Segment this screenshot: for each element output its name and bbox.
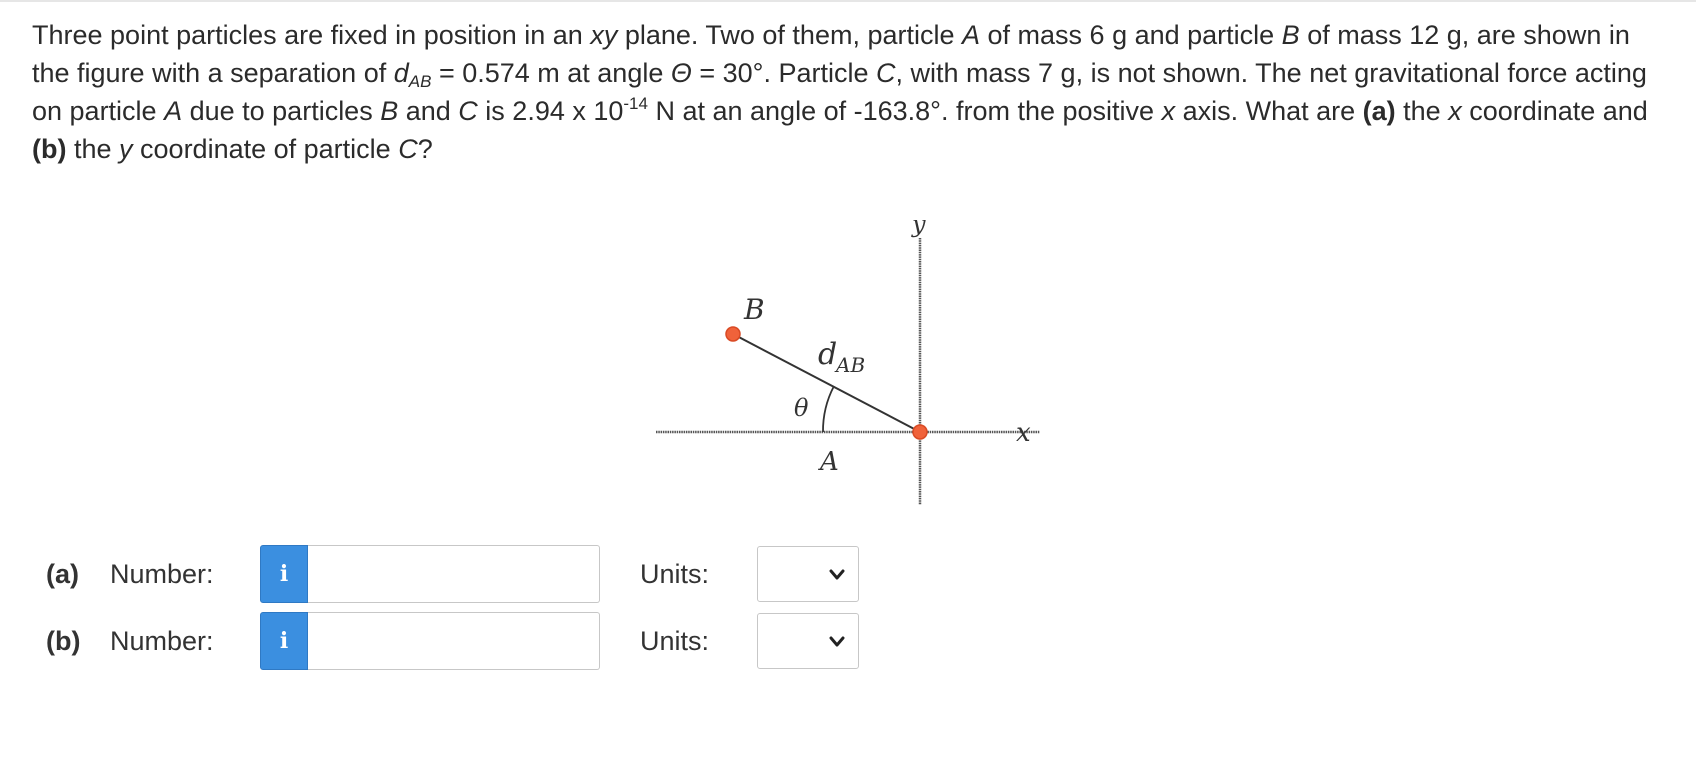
angle-arc <box>823 386 834 432</box>
part-label-a: (a) <box>46 558 79 589</box>
info-icon[interactable]: i <box>260 545 308 603</box>
label-d: d <box>818 337 838 372</box>
particle-b <box>726 327 740 341</box>
label-theta: θ <box>794 394 809 422</box>
units-label-a: Units: <box>640 558 710 589</box>
label-b: B <box>744 293 765 326</box>
label-x: x <box>1016 418 1031 448</box>
answer-row-b <box>46 612 859 670</box>
number-input-a[interactable] <box>308 545 600 603</box>
number-label-b: Number: <box>110 625 214 656</box>
particle-a <box>913 425 927 439</box>
answer-row-a <box>46 545 859 603</box>
question-text: Three point particles are fixed in position in an xy plane. Two of them, particle A of mass 6 g and particle B of mass 12 g, are shown in the figure with a separation of $d_{AB} = 0.574$ m at angle Θ = 30°. Particle C, with mass 7 g, is not shown. The net gravitational force acting on particle A due to particles B and C is 2.94 x $10^{-14}$ N at an angle of -163.8°. from the positive x axis. What are (a) the x coordinate and (b) the y coordinate of particle C? <box>32 20 1648 164</box>
label-a: A <box>820 447 839 477</box>
info-icon[interactable]: i <box>260 612 308 670</box>
units-label-b: Units: <box>640 625 710 656</box>
units-select-b[interactable] <box>757 613 859 669</box>
units-select-a[interactable] <box>757 546 859 602</box>
chevron-down-icon <box>828 565 846 585</box>
label-y: y <box>912 220 926 238</box>
figure-svg <box>640 220 1060 560</box>
label-d-sub: AB <box>836 353 866 377</box>
chevron-down-icon <box>828 632 846 652</box>
number-input-b[interactable] <box>308 612 600 670</box>
part-label-b: (b) <box>46 625 81 656</box>
top-divider <box>0 0 1696 2</box>
particle-figure <box>640 220 1060 560</box>
number-label-a: Number: <box>110 558 214 589</box>
